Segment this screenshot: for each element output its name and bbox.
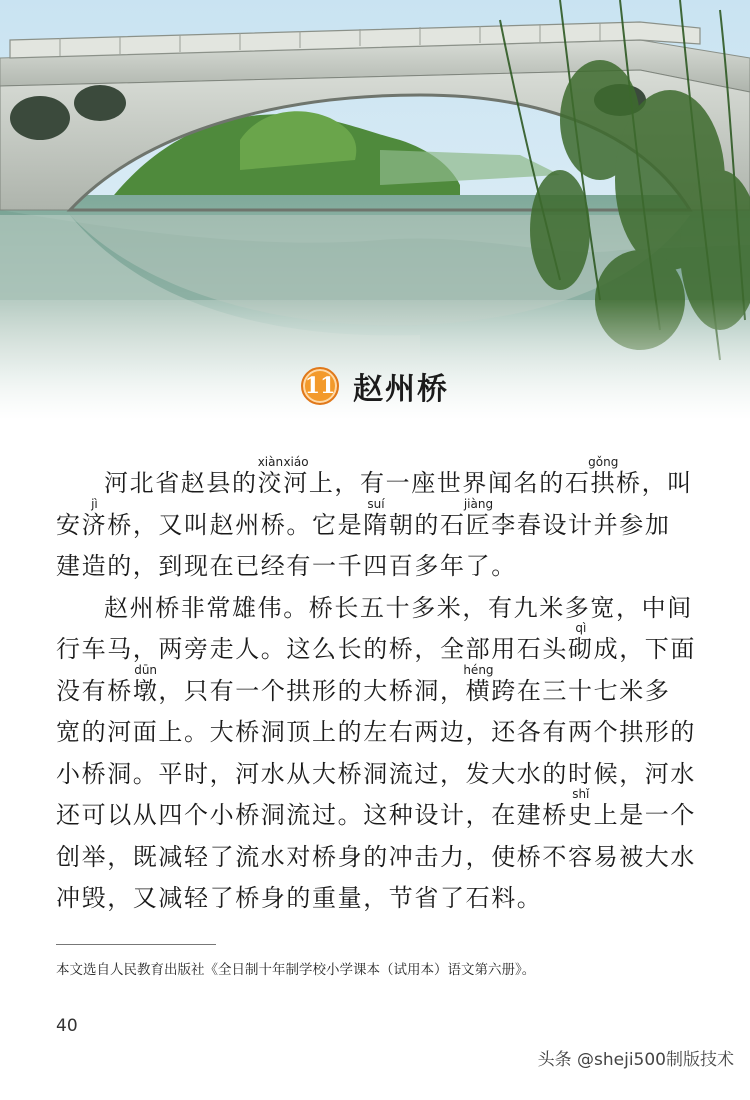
watermark: 头条 @sheji500制版技术 (537, 1050, 734, 1070)
text-segment: 河北省赵县的 (104, 469, 258, 497)
pinyin: dūn (132, 662, 159, 677)
paragraph-1 (56, 456, 696, 588)
pinyin-annotated-char: 隋suí (363, 496, 389, 539)
pinyin-annotated-char: 横héng (463, 662, 494, 705)
pinyin: gǒng (588, 455, 619, 469)
pinyin-annotated-char: 河xiáo (283, 455, 309, 497)
text-segment: 上，有一座世界闻名的石 (308, 469, 591, 497)
pinyin-annotated-char: 洨xiàn (257, 455, 284, 497)
pinyin: qì (568, 621, 594, 635)
pinyin: jiàng (463, 496, 494, 511)
pinyin: xiáo (283, 455, 309, 469)
pinyin: shǐ (568, 787, 594, 801)
pinyin: héng (463, 662, 494, 677)
lesson-title: 赵州桥 (353, 372, 449, 407)
pinyin: suí (363, 496, 389, 511)
text-segment: 桥，叫 (616, 469, 693, 497)
text-segment: 跨在三十七米多宽的河面上。大桥洞顶上的左右两边，还各有两个拱形的小桥洞。平时，河水从大桥洞流过，发大水的时候，河水还可以从四个小桥洞流过。这种设计，在建桥 (56, 676, 696, 829)
text-segment: 上是一个创举，既减轻了流水对桥身的冲击力，使桥不容易被大水冲毁，又减轻了桥身的重量，节省了石料。 (56, 801, 697, 912)
text-segment: 李春设计并参加建造的，到现在已经有一千四百多年了。 (56, 510, 671, 580)
text-segment: 成，下面没有桥 (56, 635, 697, 705)
paragraph-2 (56, 588, 696, 920)
lesson-body (56, 456, 696, 920)
pinyin: jì (81, 496, 108, 511)
pinyin-annotated-char: 砌qì (568, 621, 594, 663)
pinyin-annotated-char: 墩dūn (132, 662, 159, 705)
text-segment: 桥，又叫赵州桥。它是 (107, 510, 364, 539)
text-segment: ，只有一个拱形的大桥洞， (158, 676, 466, 705)
pinyin-annotated-char: 匠jiàng (463, 496, 494, 539)
footnote-divider (56, 944, 216, 945)
pinyin: xiàn (257, 455, 284, 469)
text-segment: 朝的石 (388, 510, 466, 539)
hero-illustration-zhaozhou-bridge (0, 0, 750, 420)
text-segment: 安 (56, 510, 82, 539)
source-footnote: 本文选自人民教育出版社《全日制十年制学校小学课本（试用本）语文第六册》。 (56, 962, 536, 978)
pinyin-annotated-char: 拱gǒng (588, 455, 619, 497)
lesson-header (0, 362, 750, 410)
page-number: 40 (56, 1016, 78, 1036)
pinyin-annotated-char: 济jì (81, 496, 108, 539)
pinyin-annotated-char: 史shǐ (568, 787, 594, 829)
text-segment: 赵州桥非常雄伟。桥长五十多米，有九米多宽，中间行车马，两旁走人。这么长的桥，全部用石头 (56, 593, 693, 663)
lesson-number-badge: 11 (301, 367, 339, 405)
